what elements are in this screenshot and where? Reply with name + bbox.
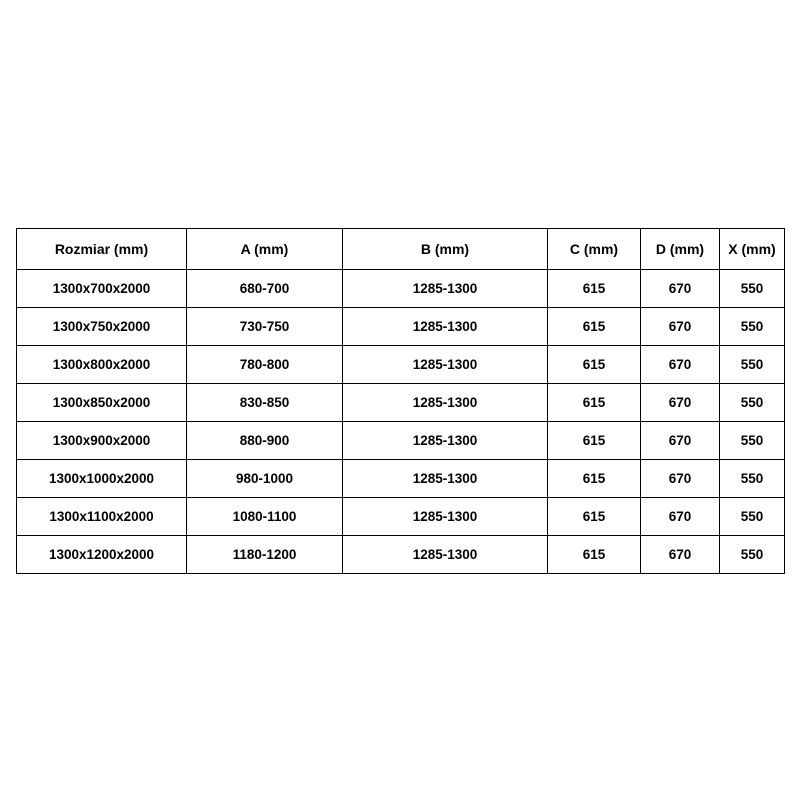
cell-rozmiar: 1300x900x2000 — [17, 422, 187, 460]
cell-rozmiar: 1300x1000x2000 — [17, 460, 187, 498]
cell-d: 670 — [641, 498, 720, 536]
cell-a: 680-700 — [187, 270, 343, 308]
cell-x: 550 — [720, 536, 785, 574]
table-row — [17, 460, 785, 498]
column-header-x: X (mm) — [720, 229, 785, 270]
cell-x: 550 — [720, 346, 785, 384]
table-header-row — [17, 229, 785, 270]
column-header-d: D (mm) — [641, 229, 720, 270]
cell-d: 670 — [641, 308, 720, 346]
cell-a: 1080-1100 — [187, 498, 343, 536]
table-row — [17, 422, 785, 460]
cell-x: 550 — [720, 460, 785, 498]
cell-d: 670 — [641, 384, 720, 422]
cell-c: 615 — [548, 536, 641, 574]
cell-a: 980-1000 — [187, 460, 343, 498]
cell-rozmiar: 1300x800x2000 — [17, 346, 187, 384]
cell-b: 1285-1300 — [343, 308, 548, 346]
cell-rozmiar: 1300x850x2000 — [17, 384, 187, 422]
cell-c: 615 — [548, 498, 641, 536]
cell-x: 550 — [720, 384, 785, 422]
cell-c: 615 — [548, 422, 641, 460]
cell-b: 1285-1300 — [343, 384, 548, 422]
size-table-container — [16, 228, 784, 574]
cell-x: 550 — [720, 308, 785, 346]
cell-b: 1285-1300 — [343, 460, 548, 498]
cell-a: 780-800 — [187, 346, 343, 384]
cell-d: 670 — [641, 422, 720, 460]
table-row — [17, 270, 785, 308]
cell-x: 550 — [720, 270, 785, 308]
cell-rozmiar: 1300x1100x2000 — [17, 498, 187, 536]
cell-b: 1285-1300 — [343, 270, 548, 308]
column-header-a: A (mm) — [187, 229, 343, 270]
table-row — [17, 536, 785, 574]
cell-x: 550 — [720, 422, 785, 460]
table-row — [17, 498, 785, 536]
table-header — [17, 229, 785, 270]
cell-rozmiar: 1300x1200x2000 — [17, 536, 187, 574]
cell-x: 550 — [720, 498, 785, 536]
table-row — [17, 384, 785, 422]
cell-c: 615 — [548, 308, 641, 346]
cell-a: 730-750 — [187, 308, 343, 346]
cell-a: 1180-1200 — [187, 536, 343, 574]
cell-d: 670 — [641, 270, 720, 308]
table-row — [17, 346, 785, 384]
column-header-rozmiar: Rozmiar (mm) — [17, 229, 187, 270]
cell-rozmiar: 1300x700x2000 — [17, 270, 187, 308]
cell-d: 670 — [641, 536, 720, 574]
cell-d: 670 — [641, 346, 720, 384]
cell-c: 615 — [548, 460, 641, 498]
cell-b: 1285-1300 — [343, 346, 548, 384]
size-table — [16, 228, 785, 574]
column-header-b: B (mm) — [343, 229, 548, 270]
cell-b: 1285-1300 — [343, 536, 548, 574]
cell-d: 670 — [641, 460, 720, 498]
cell-rozmiar: 1300x750x2000 — [17, 308, 187, 346]
cell-a: 830-850 — [187, 384, 343, 422]
column-header-c: C (mm) — [548, 229, 641, 270]
table-row — [17, 308, 785, 346]
cell-c: 615 — [548, 384, 641, 422]
cell-c: 615 — [548, 346, 641, 384]
table-body — [17, 270, 785, 574]
cell-b: 1285-1300 — [343, 422, 548, 460]
cell-a: 880-900 — [187, 422, 343, 460]
cell-c: 615 — [548, 270, 641, 308]
cell-b: 1285-1300 — [343, 498, 548, 536]
